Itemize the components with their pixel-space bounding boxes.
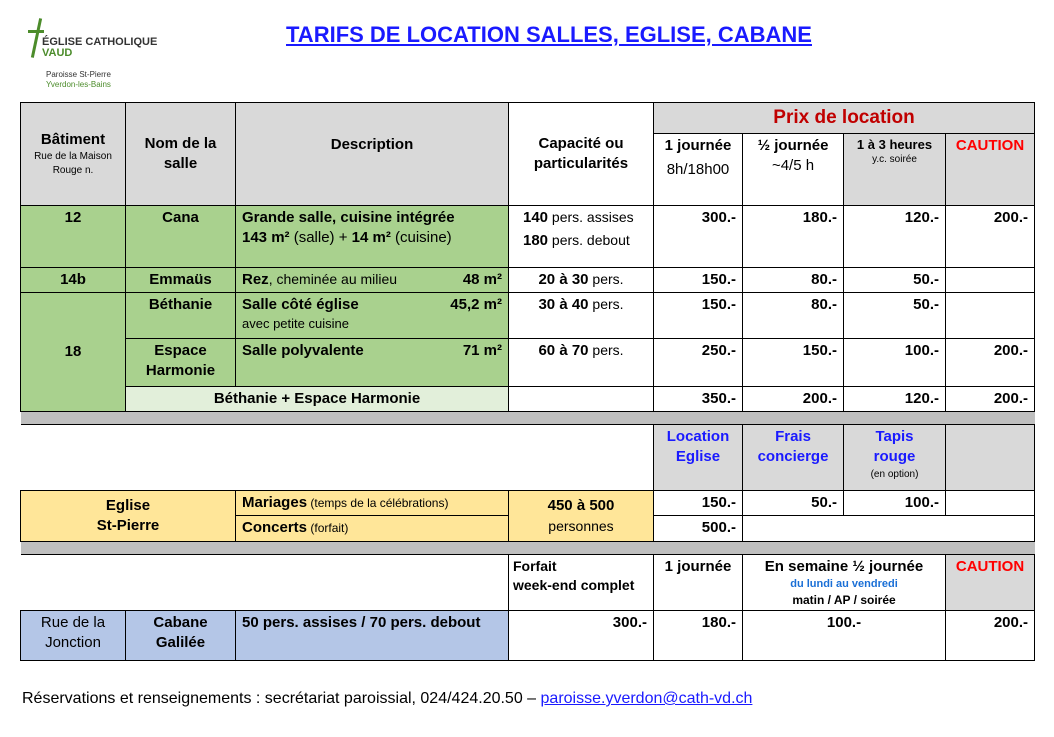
cabane-jour: 180.- [654,610,743,660]
header-semaine: En semaine ½ journée du lundi au vendredi matin / AP / soirée [743,554,946,610]
logo-line1: ÉGLISE CATHOLIQUE [42,36,158,48]
emmaus-trois: 50.- [844,267,946,292]
header-capacite: Capacité ou particularités [509,103,654,206]
header-batiment: Bâtiment Rue de la Maison Rouge n. [21,103,126,206]
eglise-name: Eglise St-Pierre [21,491,236,542]
emmaus-caution [946,267,1035,292]
logo [26,18,166,98]
cana-num: 12 [21,205,126,267]
table-row [21,267,1035,292]
eglise-mariages: Mariages (temps de la célébrations) [236,491,509,516]
header-nom: Nom de la salle [126,103,236,206]
combo-caution: 200.- [946,386,1035,411]
header-frais-concierge: Frais concierge [743,425,844,491]
emmaus-cap: 20 à 30 pers. [509,267,654,292]
harmonie-nom: Espace Harmonie [126,338,236,386]
concert-price: 500.- [654,516,743,541]
bethanie-cap: 30 à 40 pers. [509,292,654,338]
header-cabane-jour: 1 journée [654,554,743,610]
table-row [21,292,1035,338]
cana-nom: Cana [126,205,236,267]
logo-line2: VAUD [42,47,73,59]
bethanie-nom: Béthanie [126,292,236,338]
emmaus-demi: 80.- [743,267,844,292]
combo-jour: 350.- [654,386,743,411]
mariage-price: 150.- [654,491,743,516]
header-description: Description [236,103,509,206]
table-row [21,386,1035,411]
header-trois: 1 à 3 heures y.c. soirée [844,133,946,205]
harmonie-trois: 100.- [844,338,946,386]
cabane-desc: 50 pers. assises / 70 pers. debout [236,610,509,660]
eglise-header-row [21,425,1035,491]
header-jour: 1 journée 8h/18h00 [654,133,743,205]
cana-caution: 200.- [946,205,1035,267]
separator [21,412,1035,425]
cabane-caution: 200.- [946,610,1035,660]
mariage-frais: 50.- [743,491,844,516]
harmonie-demi: 150.- [743,338,844,386]
footer: Réservations et renseignements : secrétariat paroissial, 024/424.20.50 – paroisse.yverdon@cath-vd.ch [22,690,753,707]
cana-desc: Grande salle, cuisine intégrée 143 m² (salle) + 14 m² (cuisine) [236,205,509,267]
bethanie-demi: 80.- [743,292,844,338]
cabane-semaine: 100.- [743,610,946,660]
cana-trois: 120.- [844,205,946,267]
eglise-concerts: Concerts (forfait) [236,516,509,541]
logo-line3: Paroisse St-Pierre [46,70,111,79]
cabane-forfait: 300.- [509,610,654,660]
cana-cap: 140 pers. assises 180 pers. debout [509,205,654,267]
bethanie-trois: 50.- [844,292,946,338]
mariage-tapis: 100.- [844,491,946,516]
email-link[interactable]: paroisse.yverdon@cath-vd.ch [540,690,753,707]
harmonie-cap: 60 à 70 pers. [509,338,654,386]
combo-trois: 120.- [844,386,946,411]
emmaus-nom: Emmaüs [126,267,236,292]
combo-cap [509,386,654,411]
table-row [21,491,1035,516]
table-row [21,205,1035,267]
emmaus-jour: 150.- [654,267,743,292]
table-row [21,610,1035,660]
header-prix: Prix de location [654,103,1035,134]
header-cabane-caution: CAUTION [946,554,1035,610]
cana-demi: 180.- [743,205,844,267]
header-forfait: Forfait week-end complet [509,554,654,610]
cabane-header-row [21,554,1035,610]
header-tapis-rouge: Tapis rouge (en option) [844,425,946,491]
cabane-lieu: Rue de la Jonction [21,610,126,660]
bethanie-desc: Salle côté église 45,2 m² avec petite cuisine [236,292,509,338]
harmonie-desc: Salle polyvalente 71 m² [236,338,509,386]
emmaus-num: 14b [21,267,126,292]
cabane-nom: Cabane Galilée [126,610,236,660]
combo-demi: 200.- [743,386,844,411]
separator [21,541,1035,554]
bethanie-caution [946,292,1035,338]
page-title: TARIFS DE LOCATION SALLES, EGLISE, CABANE [286,22,812,47]
bethanie-jour: 150.- [654,292,743,338]
header-caution: CAUTION [946,133,1035,205]
combo-nom: Béthanie + Espace Harmonie [126,386,509,411]
harmonie-jour: 250.- [654,338,743,386]
bat18-num: 18 [21,292,126,411]
cana-jour: 300.- [654,205,743,267]
cross-bar-icon [28,30,44,33]
table-row [21,338,1035,386]
eglise-cap: 450 à 500 personnes [509,491,654,542]
header-demi: ½ journée ~4/5 h [743,133,844,205]
emmaus-desc: Rez, cheminée au milieu 48 m² [236,267,509,292]
header-location-eglise: Location Eglise [654,425,743,491]
logo-line4: Yverdon-les-Bains [46,80,111,89]
cross-icon [31,18,42,58]
harmonie-caution: 200.- [946,338,1035,386]
tarifs-table [20,102,1035,661]
